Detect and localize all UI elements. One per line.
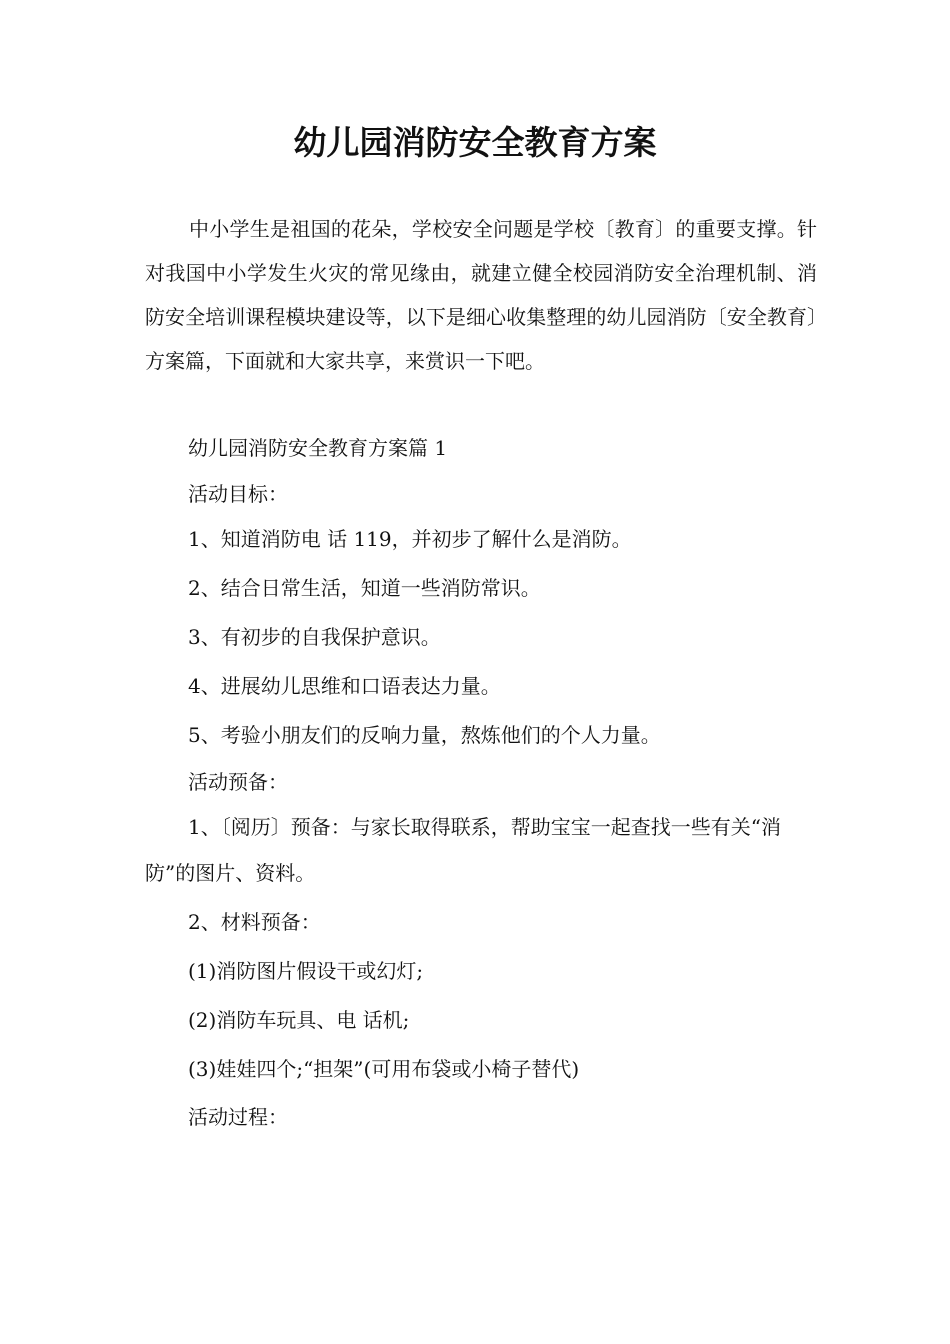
material-item-2: (2)消防车玩具、电 话机;	[188, 1008, 410, 1032]
material-item-3: (3)娃娃四个;“担架”(可用布袋或小椅子替代)	[188, 1057, 580, 1081]
prep-label: 活动预备：	[188, 770, 288, 794]
goals-label: 活动目标：	[188, 482, 288, 506]
goal-item-5: 5、考验小朋友们的反响力量，熬炼他们的个人力量。	[188, 723, 661, 747]
prep-item-1: 1、〔阅历〕预备：与家长取得联系，帮助宝宝一起查找一些有关“消防”的图片、资料。	[145, 815, 781, 885]
intro-paragraph: 中小学生是祖国的花朵，学校安全问题是学校〔教育〕的重要支撑。针对我国中小学发生火灾的常见缘由，就建立健全校园消防安全治理机制、消防安全培训课程模块建设等，以下是细心收集整理的幼儿园消防〔安全教育〕方案篇，下面就和大家共享，来赏识一下吧。	[145, 217, 817, 373]
prep-item-2: 2、材料预备：	[188, 910, 321, 934]
goal-item-1: 1、知道消防电 话 119，并初步了解什么是消防。	[188, 527, 632, 551]
material-item-1: (1)消防图片假设干或幻灯;	[188, 959, 424, 983]
goal-item-4: 4、进展幼儿思维和口语表达力量。	[188, 674, 501, 698]
section-heading: 幼儿园消防安全教育方案篇 1	[188, 436, 448, 460]
document-title: 幼儿园消防安全教育方案	[293, 123, 657, 162]
goal-item-2: 2、结合日常生活，知道一些消防常识。	[188, 576, 541, 600]
process-label: 活动过程：	[188, 1105, 288, 1129]
goal-item-3: 3、有初步的自我保护意识。	[188, 625, 441, 649]
